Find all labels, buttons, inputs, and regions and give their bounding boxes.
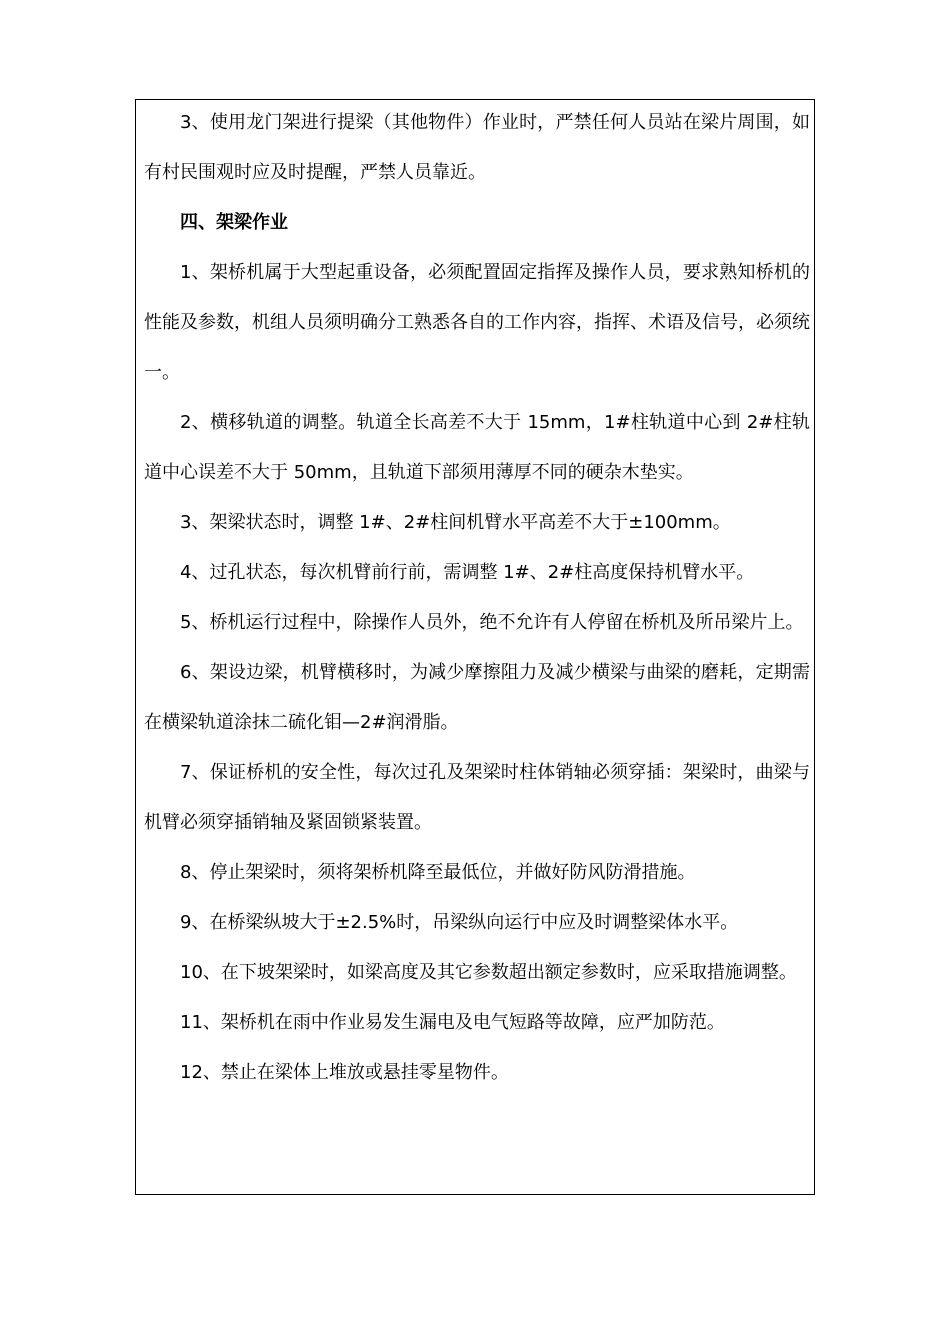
section-heading: 四、架梁作业 [180, 212, 288, 233]
document-table-cell [135, 99, 815, 1195]
list-item: 6、架设边梁，机臂横移时，为减少摩擦阻力及减少横梁与曲梁的磨耗，定期需在横梁轨道涂抹二硫化钼—2#润滑脂。 [144, 662, 810, 733]
list-item: 9、在桥梁纵坡大于±2.5%时，吊梁纵向运行中应及时调整梁体水平。 [180, 912, 739, 933]
list-item: 4、过孔状态，每次机臂前行前，需调整 1#、2#柱高度保持机臂水平。 [180, 562, 755, 583]
list-item: 10、在下坡架梁时，如梁高度及其它参数超出额定参数时，应采取措施调整。 [180, 962, 797, 983]
list-item: 8、停止架梁时，须将架桥机降至最低位，并做好防风防滑措施。 [180, 862, 696, 883]
paragraph-item-3-lifting: 3、使用龙门架进行提梁（其他物件）作业时，严禁任何人员站在梁片周围，如有村民围观时应及时提醒，严禁人员靠近。 [144, 112, 810, 183]
list-item: 5、桥机运行过程中，除操作人员外，绝不允许有人停留在桥机及所吊梁片上。 [180, 612, 804, 633]
list-item: 1、架桥机属于大型起重设备，必须配置固定指挥及操作人员，要求熟知桥机的性能及参数，机组人员须明确分工熟悉各自的工作内容，指挥、术语及信号，必须统一。 [144, 262, 810, 383]
list-item: 12、禁止在梁体上堆放或悬挂零星物件。 [180, 1062, 509, 1083]
document-content [144, 100, 810, 1098]
list-item: 2、横移轨道的调整。轨道全长高差不大于 15mm，1#柱轨道中心到 2#柱轨道中心误差不大于 50mm，且轨道下部须用薄厚不同的硬杂木垫实。 [144, 412, 810, 483]
list-item: 7、保证桥机的安全性，每次过孔及架梁时柱体销轴必须穿插：架梁时，曲梁与机臂必须穿插销轴及紧固锁紧装置。 [144, 762, 810, 833]
list-item: 11、架桥机在雨中作业易发生漏电及电气短路等故障，应严加防范。 [180, 1012, 725, 1033]
list-item: 3、架梁状态时，调整 1#、2#柱间机臂水平高差不大于±100mm。 [180, 512, 731, 533]
